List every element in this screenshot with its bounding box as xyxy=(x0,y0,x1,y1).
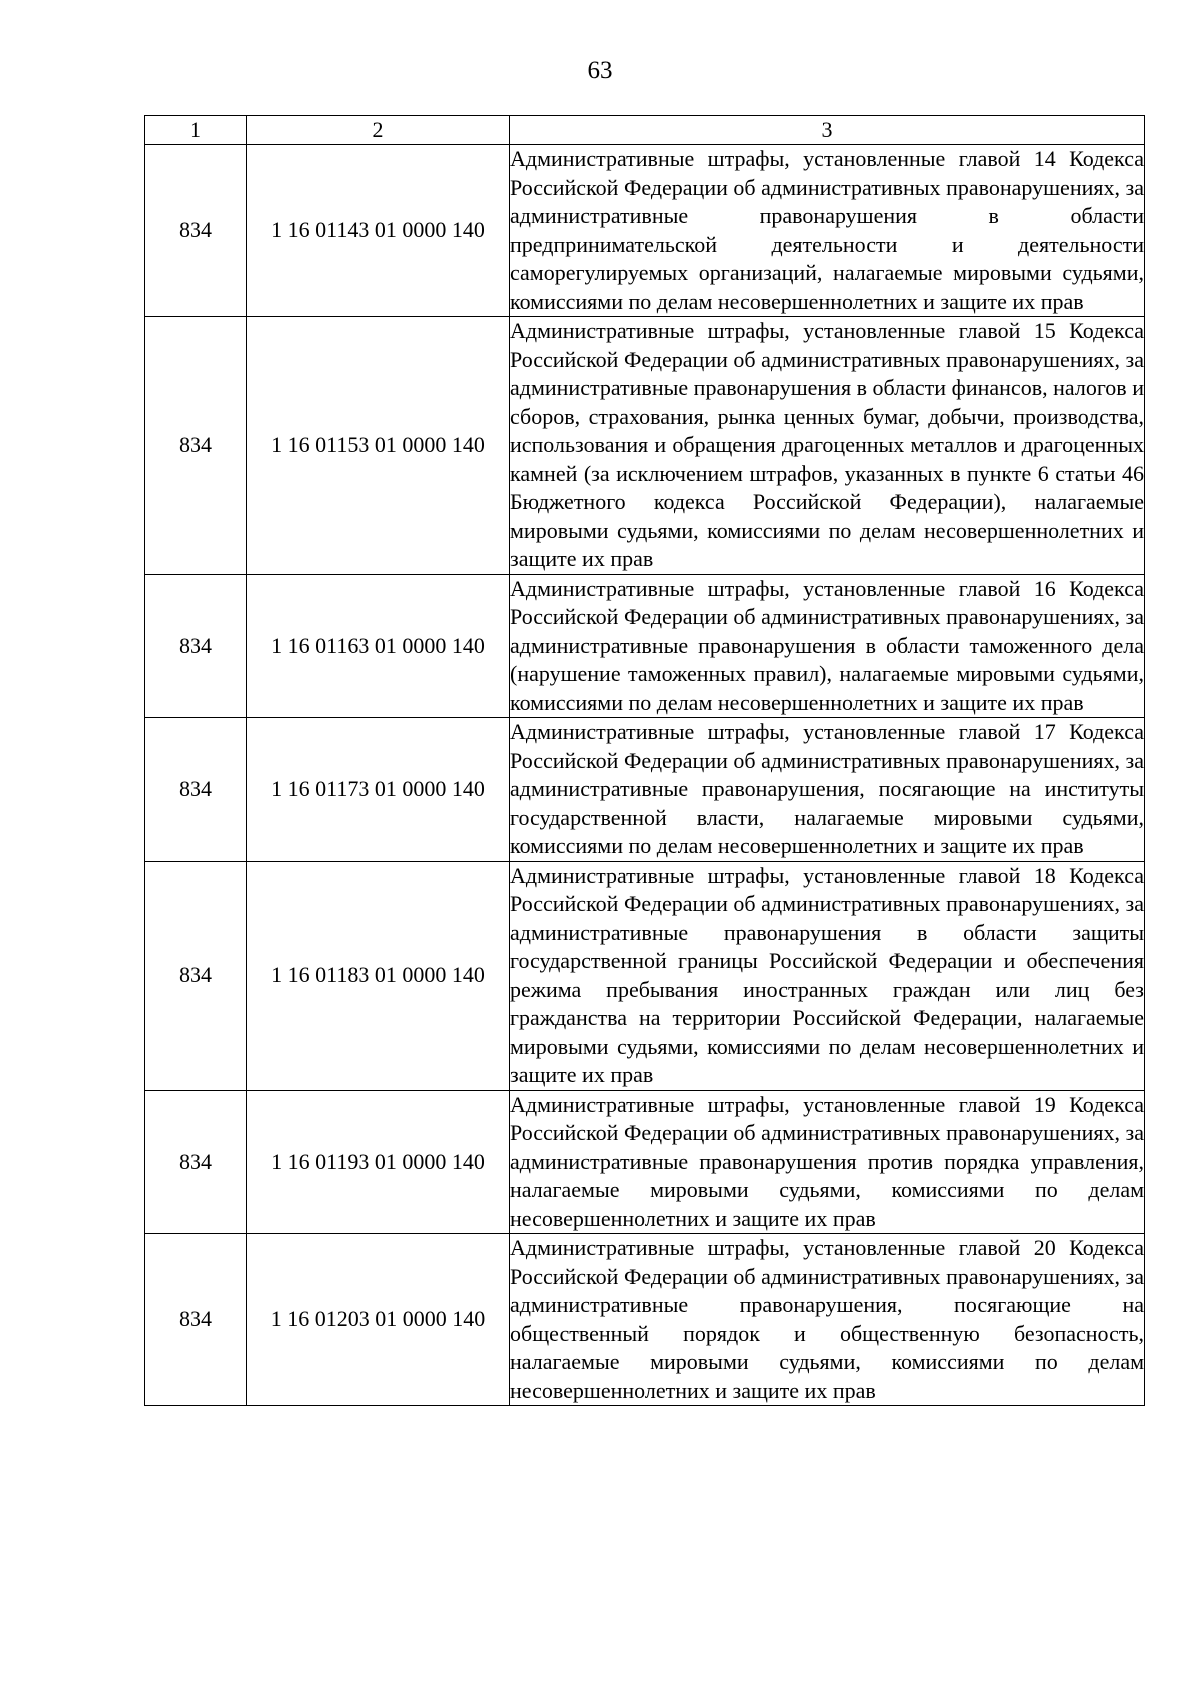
description-cell: Административные штрафы, установленные главой 15 Кодекса Российской Федерации об административных правонарушениях, за административные правонарушения в области финансов, налогов и сборов, страхования, рынка ценных бумаг, добычи, производства, использования и обращения драгоценных металлов и драгоценных камней (за исключением штрафов, указанных в пункте 6 статьи 46 Бюджетного кодекса Российской Федерации), налагаемые мировыми судьями, комиссиями по делам несовершеннолетних и защите их прав xyxy=(510,317,1145,575)
admin-code-cell: 834 xyxy=(145,317,247,575)
page-number: 63 xyxy=(587,57,613,84)
description-cell: Административные штрафы, установленные главой 14 Кодекса Российской Федерации об административных правонарушениях, за административные правонарушения в области предпринимательской деятельности и деятельности саморегулируемых организаций, налагаемые мировыми судьями, комиссиями по делам несовершеннолетних и защите их прав xyxy=(510,145,1145,317)
kbk-code-cell: 1 16 01163 01 0000 140 xyxy=(247,574,510,718)
table-row xyxy=(145,574,1145,718)
admin-code-cell: 834 xyxy=(145,1234,247,1406)
description-cell: Административные штрафы, установленные главой 19 Кодекса Российской Федерации об административных правонарушениях, за административные правонарушения против порядка управления, налагаемые мировыми судьями, комиссиями по делам несовершеннолетних и защите их прав xyxy=(510,1090,1145,1234)
kbk-code-cell: 1 16 01143 01 0000 140 xyxy=(247,145,510,317)
budget-classification-table xyxy=(144,115,1145,1406)
column-header-1: 1 xyxy=(145,116,247,145)
table-row xyxy=(145,1234,1145,1406)
table-row xyxy=(145,718,1145,862)
admin-code-cell: 834 xyxy=(145,861,247,1090)
description-cell: Административные штрафы, установленные главой 20 Кодекса Российской Федерации об административных правонарушениях, за административные правонарушения, посягающие на общественный порядок и общественную безопасность, налагаемые мировыми судьями, комиссиями по делам несовершеннолетних и защите их прав xyxy=(510,1234,1145,1406)
admin-code-cell: 834 xyxy=(145,1090,247,1234)
kbk-code-cell: 1 16 01173 01 0000 140 xyxy=(247,718,510,862)
kbk-code-cell: 1 16 01203 01 0000 140 xyxy=(247,1234,510,1406)
description-cell: Административные штрафы, установленные главой 16 Кодекса Российской Федерации об административных правонарушениях, за административные правонарушения в области таможенного дела (нарушение таможенных правил), налагаемые мировыми судьями, комиссиями по делам несовершеннолетних и защите их прав xyxy=(510,574,1145,718)
table-row xyxy=(145,317,1145,575)
admin-code-cell: 834 xyxy=(145,574,247,718)
table-row xyxy=(145,1090,1145,1234)
kbk-code-cell: 1 16 01153 01 0000 140 xyxy=(247,317,510,575)
kbk-code-cell: 1 16 01183 01 0000 140 xyxy=(247,861,510,1090)
table-row xyxy=(145,861,1145,1090)
table-row xyxy=(145,145,1145,317)
table-header-row xyxy=(145,116,1145,145)
kbk-code-cell: 1 16 01193 01 0000 140 xyxy=(247,1090,510,1234)
column-header-2: 2 xyxy=(247,116,510,145)
description-cell: Административные штрафы, установленные главой 18 Кодекса Российской Федерации об административных правонарушениях, за административные правонарушения в области защиты государственной границы Российской Федерации и обеспечения режима пребывания иностранных граждан или лиц без гражданства на территории Российской Федерации, налагаемые мировыми судьями, комиссиями по делам несовершеннолетних и защите их прав xyxy=(510,861,1145,1090)
description-cell: Административные штрафы, установленные главой 17 Кодекса Российской Федерации об административных правонарушениях, за административные правонарушения, посягающие на институты государственной власти, налагаемые мировыми судьями, комиссиями по делам несовершеннолетних и защите их прав xyxy=(510,718,1145,862)
column-header-3: 3 xyxy=(510,116,1145,145)
admin-code-cell: 834 xyxy=(145,145,247,317)
admin-code-cell: 834 xyxy=(145,718,247,862)
